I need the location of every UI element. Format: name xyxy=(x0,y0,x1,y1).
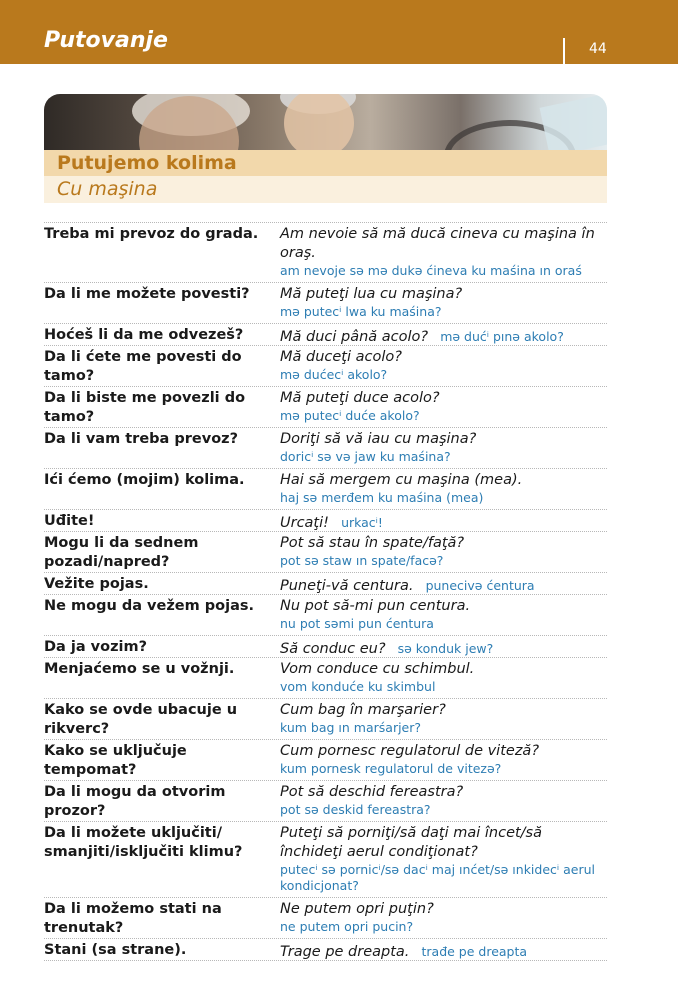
phrase-target-cell xyxy=(280,701,607,738)
phrase-target-cell xyxy=(280,638,607,656)
chapter-title: Putovanje xyxy=(44,28,168,53)
phrase-target: Mă duci până acolo? xyxy=(280,329,429,345)
phrase-target-cell xyxy=(280,348,607,385)
phrase-pronunciation: kum pornesk regulatorul de vitezə? xyxy=(280,761,502,776)
phrase-target: Doriţi să vă iau cu maşina? xyxy=(280,431,477,447)
phrase-row xyxy=(44,699,607,740)
phrase-target-cell xyxy=(280,389,607,426)
phrase-pronunciation: mə dućecⁱ akolo? xyxy=(280,367,388,382)
phrase-row xyxy=(44,510,607,532)
phrase-source: Ne mogu da vežem pojas. xyxy=(44,598,255,614)
phrase-pronunciation: vom konduće ku skimbul xyxy=(280,679,436,694)
photo-shape xyxy=(284,94,354,150)
phrase-row xyxy=(44,223,607,283)
phrase-source: Hoćeš li da me odvezeš? xyxy=(44,327,244,343)
phrase-source: Da li mogu da otvorim prozor? xyxy=(44,784,226,819)
phrase-source: Da li možete uključiti/ smanjiti/isključiti klimu? xyxy=(44,825,243,860)
phrase-row xyxy=(44,469,607,510)
phrase-target: Mă puteţi duce acolo? xyxy=(280,390,440,406)
phrase-target-cell xyxy=(280,824,607,896)
phrase-target: Ne putem opri puţin? xyxy=(280,901,434,917)
phrase-source: Kako se ovde ubacuje u rikverc? xyxy=(44,702,238,737)
phrase-row xyxy=(44,898,607,939)
phrase-pronunciation: haj sə merđem ku maśina (mea) xyxy=(280,490,484,505)
phrase-target-cell xyxy=(280,783,607,820)
phrase-row xyxy=(44,658,607,699)
phrase-target-cell xyxy=(280,430,607,467)
section-title-bar xyxy=(44,150,607,176)
phrase-target: Mă duceţi acolo? xyxy=(280,349,402,365)
phrase-target: Vom conduce cu schimbul. xyxy=(280,661,475,677)
phrase-pronunciation: mə dućⁱ pınə akolo? xyxy=(440,329,564,344)
phrase-row xyxy=(44,532,607,573)
phrase-target-cell xyxy=(280,660,607,697)
phrase-pronunciation: doricⁱ sə və jaw ku maśina? xyxy=(280,449,451,464)
phrase-row xyxy=(44,636,607,658)
phrase-target: Să conduc eu? xyxy=(280,641,386,657)
phrase-target: Am nevoie să mă ducă cineva cu maşina în oraş. xyxy=(280,226,595,261)
phrase-row xyxy=(44,822,607,898)
phrase-target-cell xyxy=(280,512,607,530)
phrase-target-cell xyxy=(280,285,607,322)
phrase-row xyxy=(44,428,607,469)
phrase-source: Da li biste me povezli do tamo? xyxy=(44,390,246,425)
phrase-target-cell xyxy=(280,597,607,634)
phrase-row xyxy=(44,324,607,346)
phrase-target-cell xyxy=(280,900,607,937)
phrase-pronunciation: sə konduk jew? xyxy=(397,641,494,656)
header-divider xyxy=(563,38,565,64)
phrase-target: Trage pe dreapta. xyxy=(280,944,410,960)
phrase-target: Pot să stau în spate/faţă? xyxy=(280,535,465,551)
phrase-pronunciation: mə putecⁱ lwa ku maśina? xyxy=(280,304,442,319)
phrase-row xyxy=(44,781,607,822)
phrase-source: Da li možemo stati na trenutak? xyxy=(44,901,222,936)
phrase-source: Menjaćemo se u vožnji. xyxy=(44,661,235,677)
phrase-pronunciation: pot sə staw ın spate/facə? xyxy=(280,553,444,568)
phrase-target-cell xyxy=(280,575,607,593)
phrase-source: Vežite pojas. xyxy=(44,576,149,592)
phrase-list xyxy=(44,222,607,961)
section-subtitle: Cu maşina xyxy=(57,178,158,200)
phrase-target: Nu pot să-mi pun centura. xyxy=(280,598,471,614)
phrase-row xyxy=(44,283,607,324)
phrase-pronunciation: am nevoje sə mə dukə ćineva ku maśina ın oraś xyxy=(280,263,582,278)
phrase-target-cell xyxy=(280,534,607,571)
phrase-pronunciation: nu pot səmi pun ćentura xyxy=(280,616,434,631)
phrase-source: Ići ćemo (mojim) kolima. xyxy=(44,472,245,488)
phrase-source: Da li me možete povesti? xyxy=(44,286,250,302)
phrase-row xyxy=(44,346,607,387)
phrase-pronunciation: pot sə deskid fereastra? xyxy=(280,802,431,817)
phrase-target-cell xyxy=(280,326,607,344)
phrase-source: Da ja vozim? xyxy=(44,639,148,655)
phrase-source: Uđite! xyxy=(44,513,95,529)
phrase-row xyxy=(44,595,607,636)
phrase-target-cell xyxy=(280,471,607,508)
phrase-row xyxy=(44,939,607,961)
phrase-target-cell xyxy=(280,742,607,779)
phrase-row xyxy=(44,387,607,428)
page-number: 44 xyxy=(589,41,607,57)
phrase-target: Puteţi să porniţi/să daţi mai încet/să închideţi aerul condiţionat? xyxy=(280,825,542,860)
phrase-pronunciation: ne putem opri pucin? xyxy=(280,919,414,934)
phrase-pronunciation: mə putecⁱ duće akolo? xyxy=(280,408,420,423)
phrase-pronunciation: putecⁱ sə pornicⁱ/sə dacⁱ maj ınćet/sə ınkidecⁱ aerul kondicjonat? xyxy=(280,862,595,893)
phrase-pronunciation: urkacⁱ! xyxy=(341,515,383,530)
phrase-pronunciation: kum bag ın marśarjer? xyxy=(280,720,422,735)
phrase-target: Mă puteţi lua cu maşina? xyxy=(280,286,463,302)
phrase-target: Pot să deschid fereastra? xyxy=(280,784,464,800)
phrase-row xyxy=(44,573,607,595)
phrase-target-cell xyxy=(280,941,607,959)
phrase-target: Hai să mergem cu maşina (mea). xyxy=(280,472,523,488)
phrase-source: Da li ćete me povesti do tamo? xyxy=(44,349,242,384)
phrase-source: Stani (sa strane). xyxy=(44,942,187,958)
phrase-target: Cum pornesc regulatorul de viteză? xyxy=(280,743,540,759)
phrase-target-cell xyxy=(280,225,607,281)
phrase-target: Urcaţi! xyxy=(280,515,329,531)
phrase-source: Kako se uključuje tempomat? xyxy=(44,743,187,778)
map-shape xyxy=(540,94,607,150)
phrase-source: Treba mi prevoz do grada. xyxy=(44,226,259,242)
phrase-pronunciation: punecivə ćentura xyxy=(425,578,535,593)
phrase-target: Cum bag în marşarier? xyxy=(280,702,446,718)
phrase-target: Puneţi-vă centura. xyxy=(280,578,414,594)
phrase-source: Da li vam treba prevoz? xyxy=(44,431,239,447)
section-banner-photo xyxy=(44,94,607,150)
phrase-source: Mogu li da sednem pozadi/napred? xyxy=(44,535,199,570)
phrase-row xyxy=(44,740,607,781)
header-bar xyxy=(0,0,678,64)
section-title: Putujemo kolima xyxy=(57,152,237,174)
section-subtitle-bar xyxy=(44,176,607,203)
phrase-pronunciation: trađe pe dreapta xyxy=(421,944,528,959)
